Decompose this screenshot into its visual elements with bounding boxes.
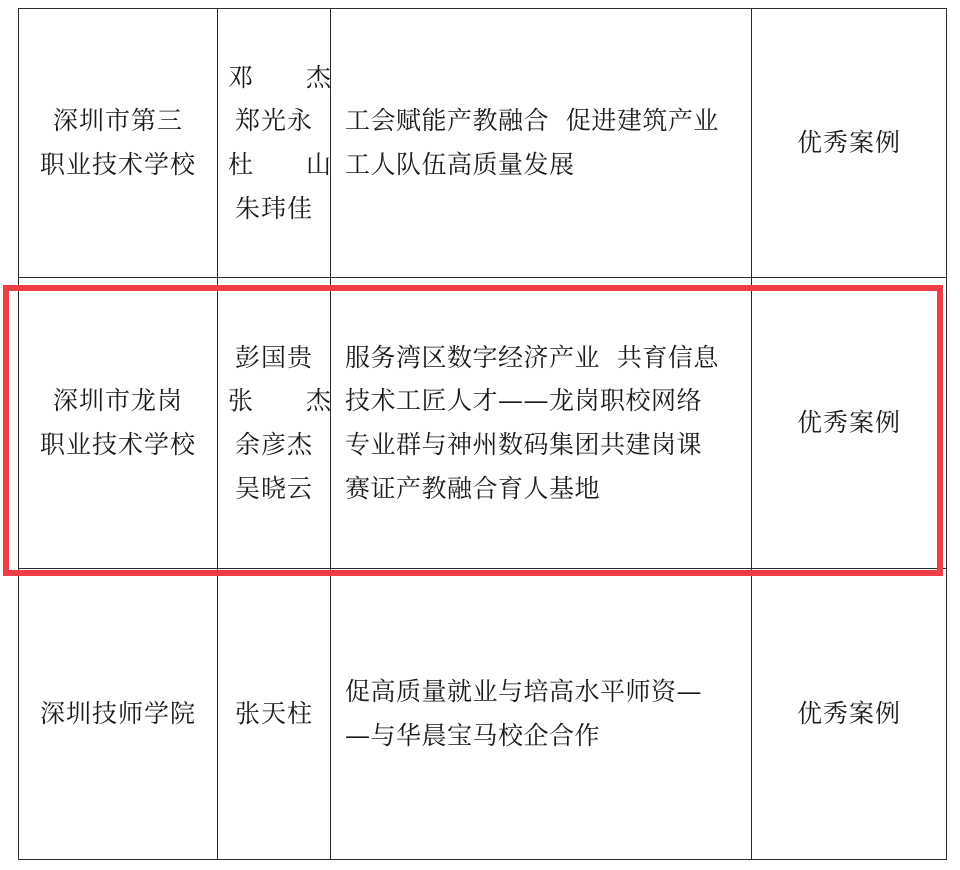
project-title-line: 促高质量就业与培高水平师资— xyxy=(345,677,703,707)
cell-names xyxy=(218,278,331,569)
cell-names xyxy=(218,9,331,278)
project-title-line: 技术工匠人才——龙岗职校网络 xyxy=(345,386,703,416)
project-title-line: 服务湾区数字经济产业 共育信息 xyxy=(345,342,719,372)
person-names-block xyxy=(218,684,330,744)
cell-school xyxy=(19,9,218,278)
cell-school xyxy=(19,278,218,569)
person-names-block xyxy=(218,48,333,239)
award-case-table xyxy=(18,8,947,860)
project-title-line: 专业群与神州数码集团共建岗课 xyxy=(345,430,703,459)
cell-project-title xyxy=(331,569,752,860)
school-name-line: 深圳市龙岗 xyxy=(52,386,183,416)
project-title-line: 工会赋能产教融合 促进建筑产业 xyxy=(345,106,719,136)
award-label: 优秀案例 xyxy=(796,408,901,438)
cell-school xyxy=(19,569,218,860)
project-title-line: 赛证产教融合育人基地 xyxy=(345,473,601,503)
cell-names xyxy=(218,569,331,860)
person-name: 吴晓云 xyxy=(234,473,313,503)
person-name: 朱玮佳 xyxy=(234,193,313,223)
school-name-line: 深圳市第三 xyxy=(52,106,183,136)
cell-award xyxy=(752,9,947,278)
project-title-line: —与华晨宝马校企合作 xyxy=(345,721,601,750)
project-title-line: 工人队伍高质量发展 xyxy=(345,150,575,179)
person-name: 张天柱 xyxy=(234,699,313,729)
person-name: 彭国贵 xyxy=(234,342,313,372)
cell-project-title xyxy=(331,278,752,569)
person-name: 郑光永 xyxy=(234,106,313,136)
table-row xyxy=(19,278,947,569)
person-name: 邓 杰 xyxy=(228,62,333,92)
school-name-line: 职业技术学校 xyxy=(39,430,196,459)
cell-project-title xyxy=(331,9,752,278)
table-row xyxy=(19,569,947,860)
cell-award xyxy=(752,569,947,860)
person-name: 杜 山 xyxy=(228,150,333,179)
person-name: 余彦杰 xyxy=(234,430,313,459)
project-title-block xyxy=(331,91,751,195)
school-name-block xyxy=(19,371,217,475)
table-body xyxy=(19,9,947,860)
school-name-block xyxy=(19,91,217,195)
cell-award xyxy=(752,278,947,569)
school-name-line: 深圳技师学院 xyxy=(39,699,196,729)
table-row xyxy=(19,9,947,278)
award-label: 优秀案例 xyxy=(796,128,901,158)
person-names-block xyxy=(218,328,333,519)
project-title-block xyxy=(331,662,751,766)
school-name-line: 职业技术学校 xyxy=(39,150,196,179)
project-title-block xyxy=(331,328,751,519)
person-name: 张 杰 xyxy=(228,386,333,416)
school-name-block xyxy=(19,684,217,744)
award-label: 优秀案例 xyxy=(796,699,901,729)
